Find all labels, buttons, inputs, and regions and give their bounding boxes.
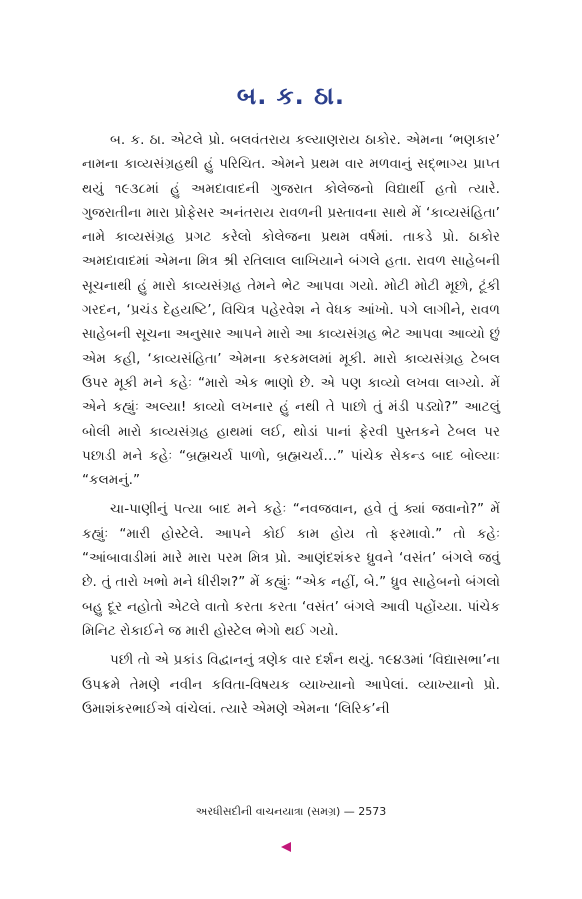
paragraph-1: બ. ક. ઠા. એટલે પ્રો. બલવંતરાય કલ્યાણરાય ઠાકોર. એમના ‘ભણકાર’ નામના કાવ્યસંગ્રહથી હું પરિચિત. એમને પ્રથમ વાર મળવાનું સદ્ભાગ્ય પ્રાપ્ત થયું ૧૯૩૮માં હું અમદાવાદની ગુજરાત કોલેજનો વિદ્યાર્થી હતો ત્યારે. ગુજરાતીના મારા પ્રોફેસર અનંતરાય રાવળની પ્રસ્તાવના સાથે મેં ‘કાવ્યસંહિતા’ નામે કાવ્યસંગ્રહ પ્રગટ કરેલો કોલેજના પ્રથમ વર્ષમાં. તાકડે પ્રો. ઠાકોર અમદાવાદમાં એમના મિત્ર શ્રી રતિલાલ લાખિયાને બંગલે હતા. રાવળ સાહેબની સૂચનાથી હું મારો કાવ્યસંગ્રહ તેમને ભેટ આપવા ગયો. મોટી મોટી મૂછો, ટૂંકી ગરદન, ‘પ્રચંડ દેહયષ્ટિ’, વિચિત્ર પહેરવેશ ને વેધક આંખો. પગે લાગીને, રાવળ સાહેબની સૂચના અનુસાર આપને મારો આ કાવ્યસંગ્રહ ભેટ આપવા આવ્યો છું એમ કહી, ‘કાવ્યસંહિતા’ એમના કરકમલમાં મૂકી. મારો કાવ્યસંગ્રહ ટેબલ ઉપર મૂકી મને કહેઃ “મારો એક ભાણો છે. એ પણ કાવ્યો લખવા લાગ્યો. મેં એને કહ્યુંઃ અલ્યા! કાવ્યો લખનાર હું નથી તે પાછો તું મંડી પડ્યો?” આટલું બોલી મારો કાવ્યસંગ્રહ હાથમાં લઈ, થોડાં પાનાં ફેરવી પુસ્તકને ટેબલ પર પછાડી મને કહેઃ “બ્રહ્મચર્ય પાળો, બ્રહ્મચર્ય…” પાંચેક સેકન્ડ બાદ બોલ્યાઃ “કલમનું.” [82, 132, 500, 489]
paragraph-3: પછી તો એ પ્રકાંડ વિદ્વાનનું ત્રણેક વાર દર્શન થયું. ૧૯૪૩માં ‘વિદ્યાસભા’ના ઉપક્રમે તેમણે નવીન કવિતા-વિષયક વ્યાખ્યાનો આપેલાં. વ્યાખ્યાનો પ્રો. ઉમાશંકરભાઈએ વાંચેલાં. ત્યારે એમણે એમના ‘લિરિક’ની [82, 652, 500, 717]
previous-page-icon[interactable] [281, 842, 291, 852]
chapter-title: બ. ક. ઠા. [236, 82, 346, 110]
paragraph-2: ચા-પાણીનું પત્યા બાદ મને કહેઃ “નવજવાન, હવે તું ક્યાં જવાનો?” મેં કહ્યુંઃ “મારી હોસ્ટેલે. આપને કોઈ કામ હોય તો ફરમાવો.” તો કહેઃ “આંબાવાડીમાં મારે મારા પરમ મિત્ર પ્રો. આણંદશંકર ધ્રુવને ‘વસંત’ બંગલે જવું છે. તું તારો ખભો મને ધીરીશ?” મેં કહ્યુંઃ “એક નહીં, બે.” ધ્રુવ સાહેબનો બંગલો બહુ દૂર નહોતો એટલે વાતો કરતા કરતા ‘વસંત’ બંગલે આવી પહોંચ્યા. પાંચેક મિનિટ રોકાઈને જ મારી હોસ્ટેલ ભેગો થઈ ગયો. [82, 501, 500, 639]
page-footer: અરધીસદીની વાચનયાત્રા (સમગ્ર) — 2573 [195, 805, 387, 818]
body-text [82, 128, 500, 726]
